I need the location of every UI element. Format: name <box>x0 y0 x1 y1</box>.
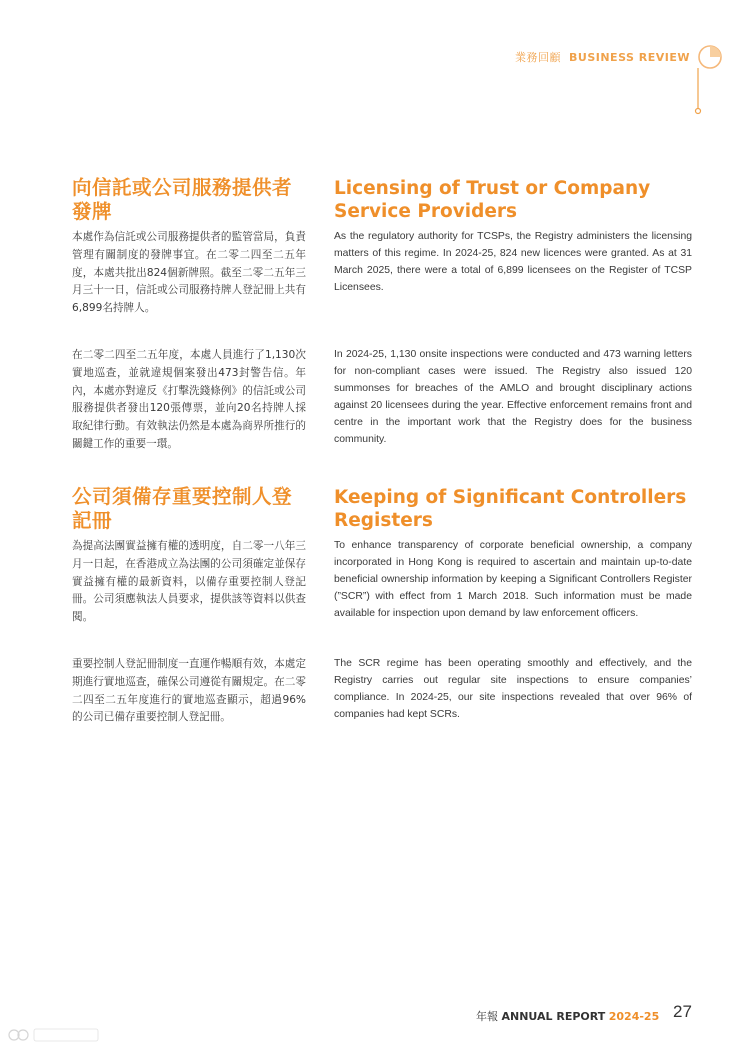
scr-title-en: Keeping of Significant Controllers Registers <box>334 487 687 531</box>
tcsp-title-en: Licensing of Trust or Company Service Providers <box>334 178 651 222</box>
section-header-en: BUSINESS REVIEW <box>569 51 690 64</box>
footer-label-zh: 年報 <box>476 1010 498 1023</box>
corner-decoration-icon <box>688 38 728 118</box>
scr-para2-zh: 重要控制人登記冊制度一直運作暢順有效，本處定期進行實地巡查，確保公司遵從有關規定。在二零二四至二五年度進行的實地巡查顯示，超過96%的公司已備存重要控制人登記冊。 <box>72 658 306 724</box>
tcsp-para1-zh: 本處作為信託或公司服務提供者的監管當局，負責管理有關制度的發牌事宜。在二零二四至二五年度，本處共批出824個新牌照。截至二零二五年三月三十一日，信託或公司服務持牌人登記冊上共有6,899名持牌人。 <box>72 231 306 315</box>
scr-title-zh: 公司須備存重要控制人登記冊 <box>72 485 293 532</box>
footer-year: 2024-25 <box>608 1010 660 1023</box>
footer-label <box>476 1008 659 1024</box>
section-header-zh: 業務回顧 <box>515 51 562 64</box>
section-header <box>515 49 690 65</box>
tcsp-title-zh: 向信託或公司服務提供者發牌 <box>72 176 293 223</box>
scr-para1-zh: 為提高法團實益擁有權的透明度，自二零一八年三月一日起，在香港成立為法團的公司須確定並保存實益擁有權的最新資料，以備存重要控制人登記冊。公司須應執法人員要求，提供該等資料以供查閱。 <box>72 540 306 624</box>
tcsp-para2-zh: 在二零二四至二五年度，本處人員進行了1,130次實地巡查，並就違規個案發出473封警告信。年內，本處亦對違反《打擊洗錢條例》的信託或公司服務提供者發出120張傳票，並向20名持牌人採取紀律行動。有效執法仍然是本處為商界所推行的關鍵工作的重要一環。 <box>72 349 306 450</box>
page-number: 27 <box>673 1002 692 1021</box>
watermark-logo-icon <box>6 1024 102 1046</box>
scr-para1-en: To enhance transparency of corporate beneficial ownership, a company incorporated in Hong Kong is required to ascertain and maintain up-to-date beneficial ownership information by keeping a Significant Controllers Register (”SCR”) with effect from 1 March 2018. Such information must be made available for inspection upon demand by law enforcement officers. <box>334 540 692 619</box>
tcsp-para2-en: In 2024-25, 1,130 onsite inspections were conducted and 473 warning letters for non-compliant cases were issued. The Registry also issued 120 summonses for breaches of the AMLO and brought disciplinary actions against 20 licensees during the year. Effective enforcement remains front and centre in the important work that the Registry does for the business community. <box>334 349 692 445</box>
scr-para2-en: The SCR regime has been operating smoothly and effectively, and the Registry carries out regular site inspections to ensure companies’ compliance. In 2024-25, our site inspections revealed that over 96% of companies had kept SCRs. <box>334 658 692 720</box>
tcsp-para1-en: As the regulatory authority for TCSPs, the Registry administers the licensing matters of this regime. In 2024-25, 824 new licences were granted. As at 31 March 2025, there were a total of 6,899 licensees on the Register of TCSP Licensees. <box>334 231 692 293</box>
footer-label-en: ANNUAL REPORT <box>501 1010 606 1023</box>
